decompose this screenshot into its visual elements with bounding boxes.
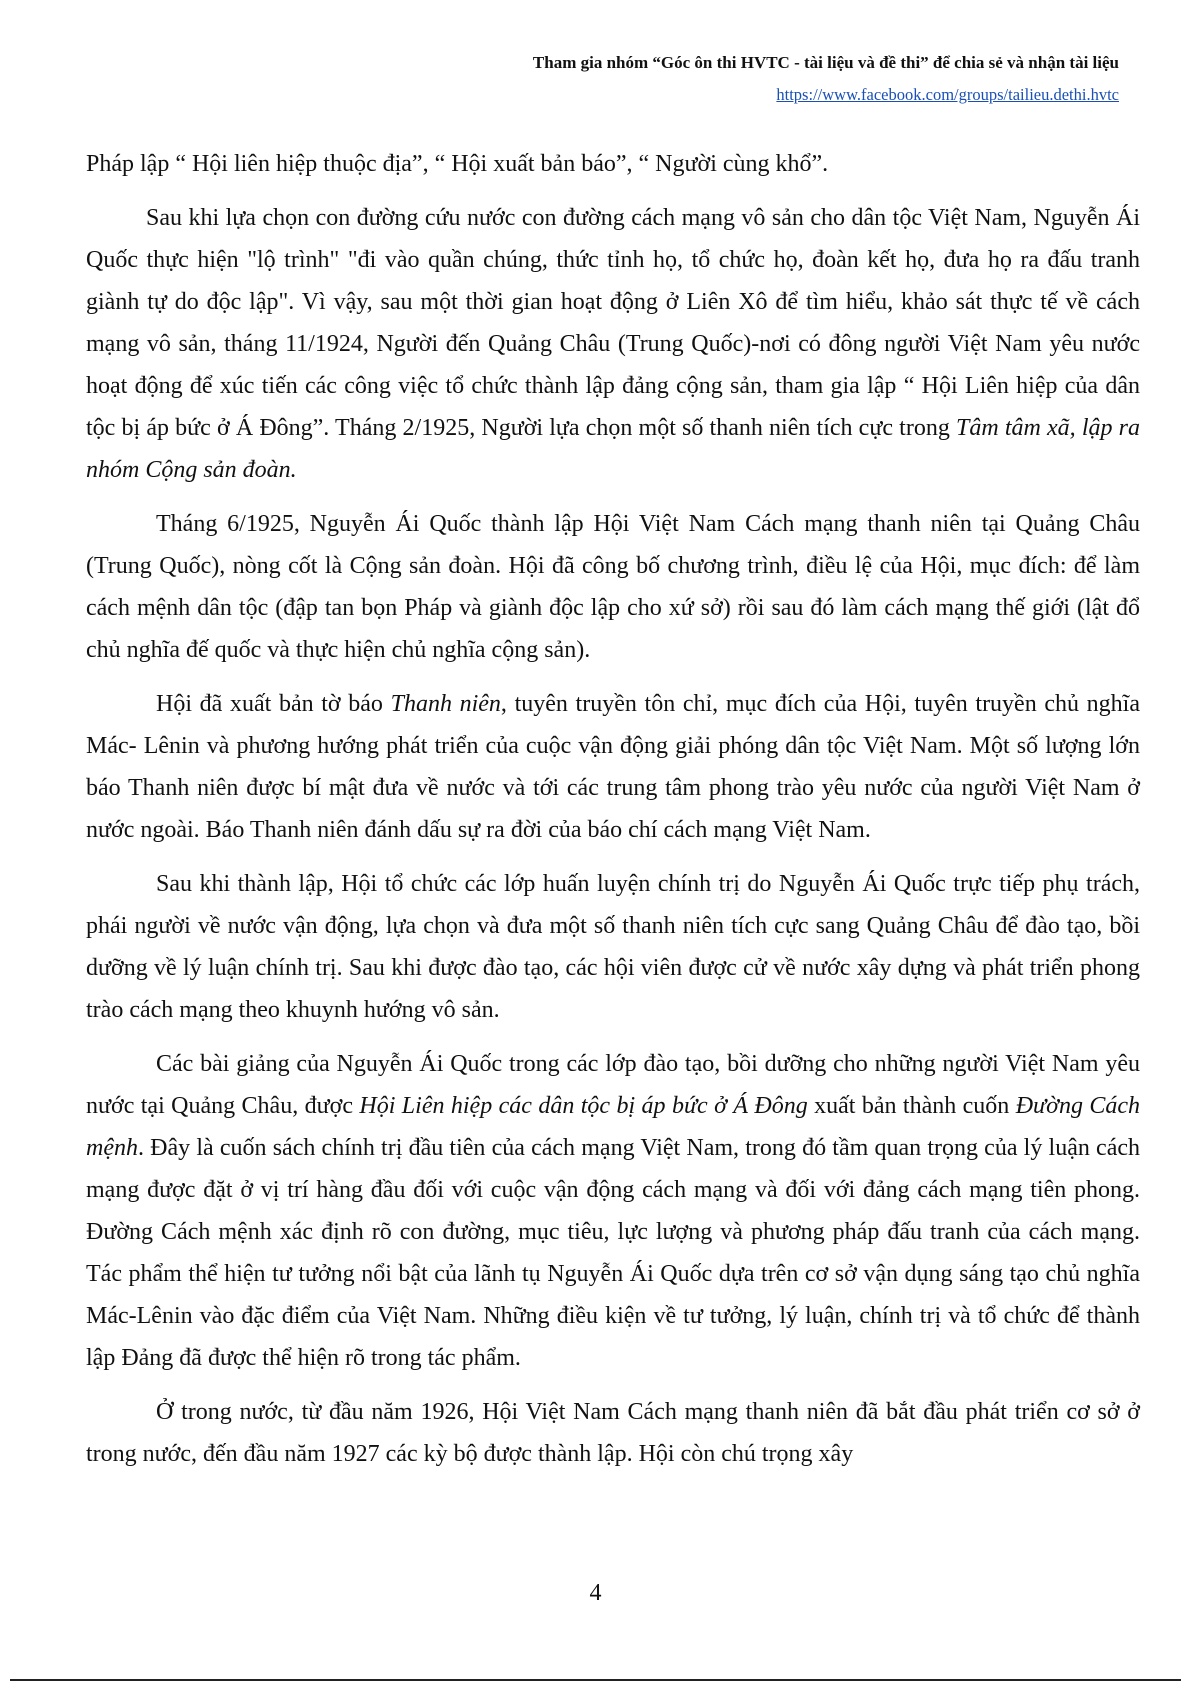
header-title: Tham gia nhóm “Góc ôn thi HVTC - tài liệu và đề thi” để chia sẻ và nhận tài liệu <box>532 53 1119 72</box>
paragraph-5: Sau khi thành lập, Hội tổ chức các lớp huấn luyện chính trị do Nguyễn Ái Quốc trực tiếp phụ trách, phái người về nước vận động, lựa chọn và đưa một số thanh niên tích cực sang Quảng Châu để đào tạo, bồi dưỡng về lý luận chính trị. Sau khi được đào tạo, các hội viên được cử về nước xây dựng và phát triển phong trào cách mạng theo khuynh hướng vô sản. <box>86 871 1140 1023</box>
book-title-duong-cach-menh: Đường Cách mệnh <box>86 1093 1141 1161</box>
paragraph-4 <box>86 683 1140 851</box>
paragraph-4-after: , tuyên truyền tôn chỉ, mục đích của Hội, tuyên truyền chủ nghĩa Mác- Lênin và phương hướng phát triển của cuộc vận động giải phóng dân tộc Việt Nam. Một số lượng lớn báo Thanh niên được bí mật đưa về nước và tới các trung tâm phong trào yêu nước của người Việt Nam ở nước ngoài. Báo Thanh niên đánh dấu sự ra đời của báo chí cách mạng Việt Nam. <box>86 691 1140 843</box>
page-number: 4 <box>589 1580 602 1606</box>
facebook-group-link[interactable]: https://www.facebook.com/groups/tailieu.dethi.hvtc <box>776 85 1119 104</box>
paragraph-6-middle: xuất bản thành cuốn <box>807 1093 1016 1119</box>
paragraph-1: Pháp lập “ Hội liên hiệp thuộc địa”, “ Hội xuất bản báo”, “ Người cùng khổ”. <box>86 151 829 177</box>
paragraph-3: Tháng 6/1925, Nguyễn Ái Quốc thành lập Hội Việt Nam Cách mạng thanh niên tại Quảng Châu (Trung Quốc), nòng cốt là Cộng sản đoàn. Hội đã công bố chương trình, điều lệ của Hội, mục đích: để làm cách mệnh dân tộc (đập tan bọn Pháp và giành độc lập cho xứ sở) rồi sau đó làm cách mạng thế giới (lật đổ chủ nghĩa đế quốc và thực hiện chủ nghĩa cộng sản). <box>86 511 1140 663</box>
page-header <box>533 52 1119 106</box>
bottom-divider <box>10 1679 1181 1681</box>
paragraph-2-italic: Tâm tâm xã, lập ra nhóm Cộng sản đoàn. <box>86 415 1141 483</box>
document-body <box>86 143 1140 1487</box>
paragraph-2 <box>86 197 1140 491</box>
paragraph-2-text: Sau khi lựa chọn con đường cứu nước con đường cách mạng vô sản cho dân tộc Việt Nam, Nguyễn Ái Quốc thực hiện "lộ trình" "đi vào quần chúng, thức tỉnh họ, tổ chức họ, đoàn kết họ, đưa họ ra đấu tranh giành tự do độc lập". Vì vậy, sau một thời gian hoạt động ở Liên Xô để tìm hiểu, khảo sát thực tế về cách mạng vô sản, tháng 11/1924, Người đến Quảng Châu (Trung Quốc)-nơi có đông người Việt Nam yêu nước hoạt động để xúc tiến các công việc tổ chức thành lập đảng cộng sản, tham gia lập “ Hội Liên hiệp của dân tộc bị áp bức ở Á Đông”. Tháng 2/1925, Người lựa chọn một số thanh niên tích cực trong <box>86 205 1140 441</box>
organization-name-italic: Hội Liên hiệp các dân tộc bị áp bức ở Á Đông <box>359 1093 808 1119</box>
paragraph-7: Ở trong nước, từ đầu năm 1926, Hội Việt Nam Cách mạng thanh niên đã bắt đầu phát triển cơ sở ở trong nước, đến đầu năm 1927 các kỳ bộ được thành lập. Hội còn chú trọng xây <box>86 1399 1140 1467</box>
paragraph-6 <box>86 1043 1140 1379</box>
paragraph-6-before: Các bài giảng của Nguyễn Ái Quốc trong các lớp đào tạo, bồi dưỡng cho những người Việt Nam yêu nước tại Quảng Châu, được <box>86 1051 1140 1119</box>
newspaper-title-thanh-nien: Thanh niên <box>390 691 501 717</box>
paragraph-4-before: Hội đã xuất bản tờ báo <box>156 691 391 717</box>
paragraph-6-after: . Đây là cuốn sách chính trị đầu tiên của cách mạng Việt Nam, trong đó tầm quan trọng của lý luận cách mạng được đặt ở vị trí hàng đầu đối với cuộc vận động cách mạng và đối với đảng cách mạng tiên phong. Đường Cách mệnh xác định rõ con đường, mục tiêu, lực lượng và phương pháp đấu tranh của cách mạng. Tác phẩm thể hiện tư tưởng nổi bật của lãnh tụ Nguyễn Ái Quốc dựa trên cơ sở vận dụng sáng tạo chủ nghĩa Mác-Lênin vào đặc điểm của Việt Nam. Những điều kiện về tư tưởng, lý luận, chính trị và tổ chức để thành lập Đảng đã được thể hiện rõ trong tác phẩm. <box>86 1135 1140 1371</box>
